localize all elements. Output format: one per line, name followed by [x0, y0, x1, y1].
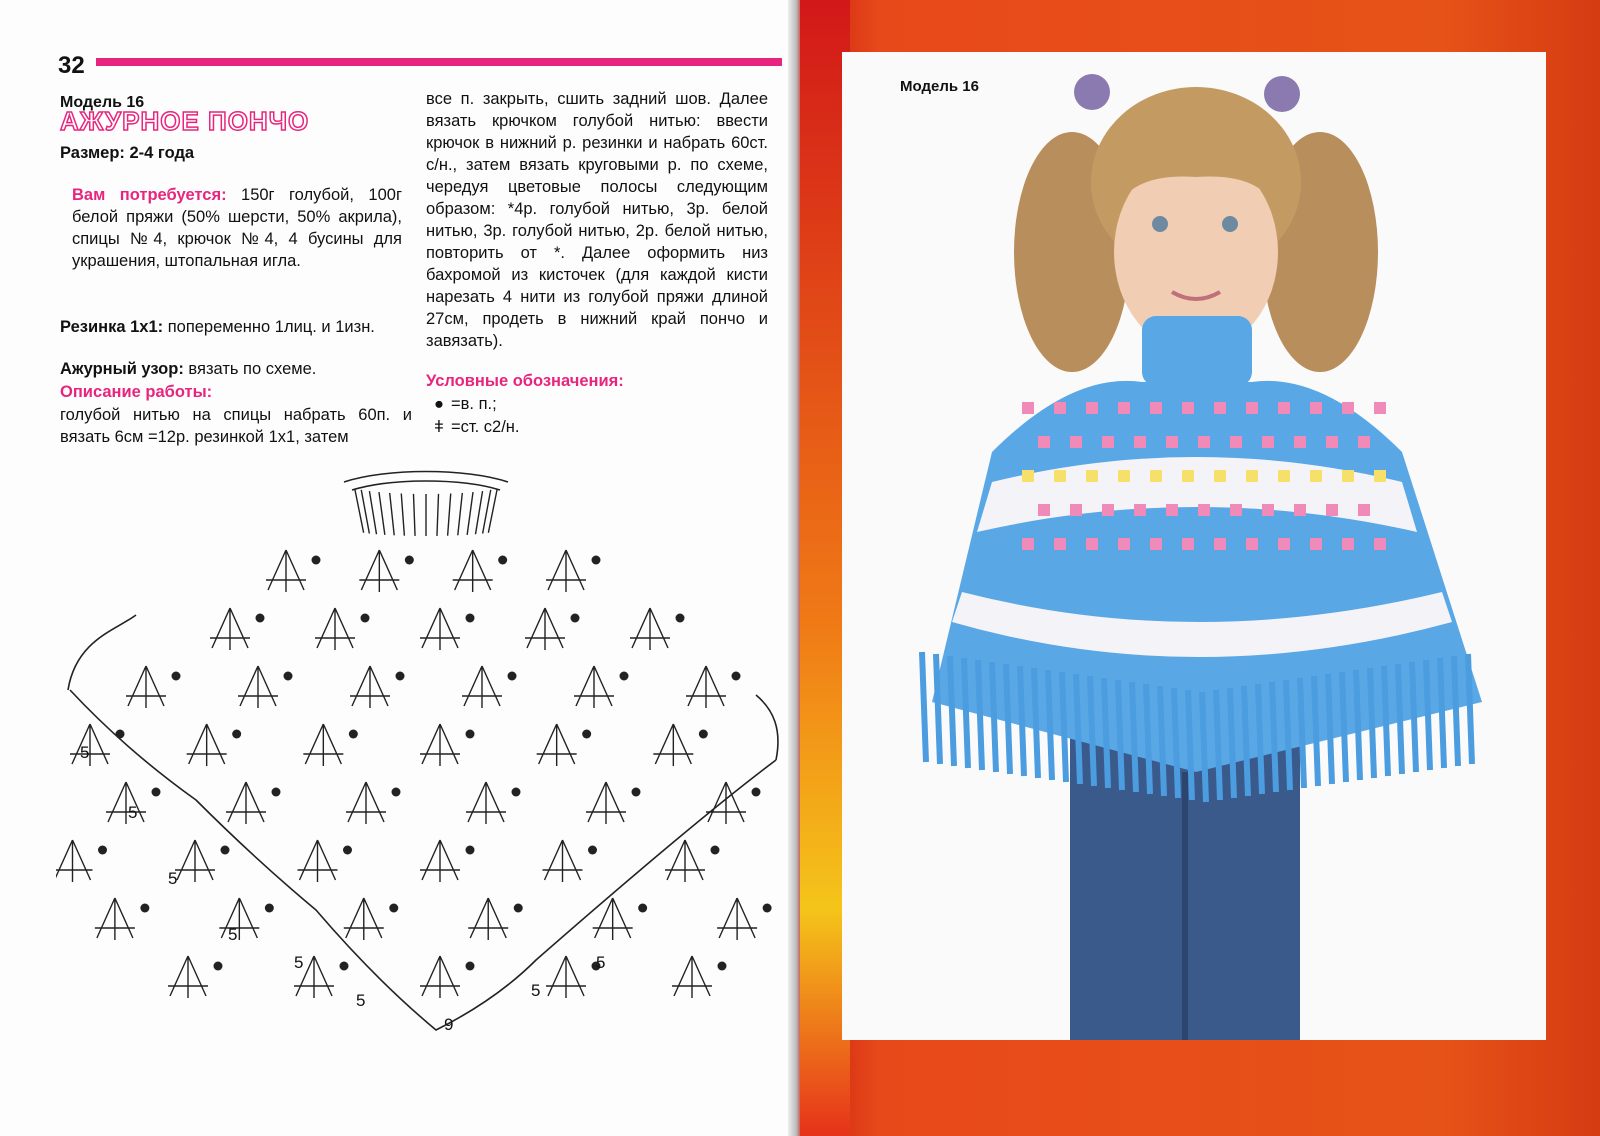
hair-tie-left	[1074, 74, 1110, 110]
lace-heading: Ажурный узор:	[60, 360, 184, 378]
lining-patch	[1086, 470, 1098, 482]
chain-dot-mark	[284, 672, 293, 681]
fan-stitch-mark	[453, 550, 493, 592]
scallop-count-label: 5	[596, 953, 606, 972]
chain-dot-mark	[718, 962, 727, 971]
chain-dot-mark	[221, 846, 230, 855]
fringe-tassel	[1440, 658, 1444, 768]
fan-stitch-mark	[672, 956, 712, 998]
lining-patch	[1262, 504, 1274, 516]
fringe-tassel	[964, 658, 968, 768]
chain-dot-mark	[116, 730, 125, 739]
lining-patch	[1310, 538, 1322, 550]
chain-dot-mark	[676, 614, 685, 623]
fan-stitch-mark	[298, 840, 338, 882]
lining-patch	[1198, 436, 1210, 448]
left-eye	[1152, 216, 1168, 232]
lining-patch	[1294, 504, 1306, 516]
fringe-tassel	[1202, 692, 1206, 802]
fringe-tassel	[1300, 678, 1304, 788]
collar-stitch-mark	[458, 493, 463, 535]
lining-patch	[1070, 504, 1082, 516]
fringe-tassel	[992, 662, 996, 772]
lining-patch	[1134, 504, 1146, 516]
chain-dot-mark	[588, 846, 597, 855]
chain-dot-mark	[405, 556, 414, 565]
right-eye	[1222, 216, 1238, 232]
scallop-count-label: 5	[356, 991, 366, 1010]
chain-dot-mark	[699, 730, 708, 739]
chain-dot-mark	[514, 904, 523, 913]
chain-dot-mark	[140, 904, 149, 913]
fan-stitch-mark	[350, 666, 390, 708]
fringe-tassel	[950, 656, 954, 766]
page-number: 32	[58, 52, 85, 79]
collar-stitch-mark	[475, 491, 482, 534]
fan-stitch-mark	[466, 782, 506, 824]
chain-dot-mark	[152, 788, 161, 797]
lining-patch	[1118, 470, 1130, 482]
scallop-count-label: 5	[128, 803, 138, 822]
fringe-tassel	[1342, 672, 1346, 782]
chain-dot-mark	[571, 614, 580, 623]
lining-patch	[1086, 538, 1098, 550]
fringe-tassel	[978, 660, 982, 770]
chain-dot-mark	[265, 904, 274, 913]
chain-dot-mark	[632, 788, 641, 797]
lace-text: вязать по схеме.	[183, 360, 317, 378]
header-rule	[96, 58, 782, 66]
lining-patch	[1310, 470, 1322, 482]
description-heading: Описание работы:	[60, 383, 213, 401]
lining-patch	[1230, 436, 1242, 448]
diagram-outline	[68, 472, 778, 1031]
lining-patch	[1022, 470, 1034, 482]
lining-patch	[1214, 402, 1226, 414]
chain-dot-mark	[214, 962, 223, 971]
lining-patch	[1262, 436, 1274, 448]
scallop-count-label: 5	[228, 925, 238, 944]
fan-stitch-mark	[546, 956, 586, 998]
fringe-tassel	[1048, 670, 1052, 780]
lining-patch	[1150, 538, 1162, 550]
lining-patch	[1214, 538, 1226, 550]
fringe-tassel	[1146, 684, 1150, 794]
lining-patch	[1166, 504, 1178, 516]
size-line: Размер: 2-4 года	[60, 144, 195, 162]
collar-stitch-mark	[467, 492, 473, 535]
fringe-tassel	[1258, 684, 1262, 794]
chain-dot-mark	[732, 672, 741, 681]
fan-stitch-mark	[56, 840, 93, 882]
lining-patch	[1294, 436, 1306, 448]
fringe-tassel	[1020, 666, 1024, 776]
instructions-column: все п. закрыть, сшить задний шов. Далее вязать крючком голубой нитью: ввести крючок в нижний р. резинки и набрать 60ст. с/н., затем вязать круговыми р. по схеме, чередуя цветовые полосы следующим образом: *4р. голубой нитью, 3р. белой нитью, 3р. голубой нитью, 2р. белой нитью, повторить от *. Далее оформить низ бахромой из кисточек (для каждой кисти нарезать 4 нити из голубой пряжи длиной 27см, продеть в нижний край пончо и завязать).	[426, 90, 768, 350]
fan-stitch-mark	[359, 550, 399, 592]
lining-patch	[1278, 538, 1290, 550]
fringe-tassel	[1188, 690, 1192, 800]
collar-stitch-mark	[413, 494, 415, 536]
crochet-diagram	[56, 440, 796, 1040]
chain-dot-mark	[172, 672, 181, 681]
chain-dot-mark	[763, 904, 772, 913]
lining-patch	[1134, 436, 1146, 448]
lining-patch	[1054, 402, 1066, 414]
fan-stitch-mark	[593, 898, 633, 940]
lining-patch	[1358, 436, 1370, 448]
chain-dot-mark	[466, 614, 475, 623]
chain-stitch-symbol: ●	[434, 395, 444, 413]
chain-dot-mark	[312, 556, 321, 565]
chain-dot-mark	[620, 672, 629, 681]
lace-paragraph	[60, 358, 412, 380]
fringe-tassel	[1314, 676, 1318, 786]
lining-patch	[1326, 504, 1338, 516]
diagram-numbers	[80, 743, 605, 1034]
scallop-count-label: 9	[444, 1015, 454, 1034]
fan-stitch-mark	[420, 724, 460, 766]
fringe-tassel	[1468, 654, 1472, 764]
chain-dot-mark	[512, 788, 521, 797]
fringe-tassel	[1398, 664, 1402, 774]
fan-stitch-mark	[420, 956, 460, 998]
lining-patch	[1054, 470, 1066, 482]
fan-stitch-mark	[543, 840, 583, 882]
rib-heading: Резинка 1х1:	[60, 318, 164, 336]
fringe-tassel	[1160, 686, 1164, 796]
chain-dot-mark	[272, 788, 281, 797]
fan-stitch-mark	[70, 724, 110, 766]
fringe-tassel	[922, 652, 926, 762]
fan-stitch-mark	[468, 898, 508, 940]
lining-patch	[1374, 470, 1386, 482]
fan-stitch-mark	[175, 840, 215, 882]
lining-patch	[1342, 402, 1354, 414]
fan-stitch-mark	[462, 666, 502, 708]
lining-patch	[1150, 402, 1162, 414]
lining-patch	[1022, 538, 1034, 550]
chain-dot-mark	[343, 846, 352, 855]
lining-patch	[1246, 470, 1258, 482]
lining-patch	[1198, 504, 1210, 516]
collar-stitch-mark	[369, 491, 376, 534]
fan-stitch-mark	[537, 724, 577, 766]
diagram-marks	[56, 489, 772, 998]
child-in-poncho-photo	[842, 52, 1546, 1040]
fringe-tassel	[1328, 674, 1332, 784]
lining-patch	[1342, 470, 1354, 482]
chain-dot-mark	[498, 556, 507, 565]
lining-patch	[1246, 402, 1258, 414]
fringe-tassel	[1132, 682, 1136, 792]
fringe-tassel	[1356, 670, 1360, 780]
fan-stitch-mark	[525, 608, 565, 650]
fringe-tassel	[1244, 686, 1248, 796]
fringe-tassel	[1370, 668, 1374, 778]
lining-patch	[1150, 470, 1162, 482]
rib-paragraph	[60, 316, 412, 338]
lining-patch	[1310, 402, 1322, 414]
poncho-collar	[1142, 316, 1252, 386]
fan-stitch-mark	[344, 898, 384, 940]
fringe-tassel	[1216, 690, 1220, 800]
lining-patch	[1166, 436, 1178, 448]
materials-text: 150г голубой, 100г белой пряжи (50% шерсти, 50% акрила), спицы №4, крючок №4, 4 бусины для украшения, штопальная игла.	[72, 186, 402, 270]
lining-patch	[1374, 402, 1386, 414]
chain-dot-mark	[466, 962, 475, 971]
fan-stitch-mark	[126, 666, 166, 708]
chain-dot-mark	[232, 730, 241, 739]
fan-stitch-mark	[574, 666, 614, 708]
fringe-tassel	[1104, 678, 1108, 788]
fan-stitch-mark	[420, 608, 460, 650]
chain-dot-mark	[752, 788, 761, 797]
fringe-tassel	[1076, 674, 1080, 784]
fan-stitch-mark	[95, 898, 135, 940]
chain-dot-mark	[711, 846, 720, 855]
chain-dot-mark	[340, 962, 349, 971]
fringe-tassel	[1230, 688, 1234, 798]
lining-patch	[1054, 538, 1066, 550]
chain-dot-mark	[98, 846, 107, 855]
fan-stitch-mark	[266, 550, 306, 592]
double-crochet-symbol: ǂ	[434, 418, 444, 436]
fringe-tassel	[1426, 660, 1430, 770]
lining-patch	[1214, 470, 1226, 482]
chain-dot-mark	[256, 614, 265, 623]
collar-stitch-mark	[390, 493, 395, 535]
fringe-tassel	[1174, 688, 1178, 798]
fringe-tassel	[1118, 680, 1122, 790]
lining-patch	[1246, 538, 1258, 550]
scallop-count-label: 5	[531, 981, 541, 1000]
fan-stitch-mark	[630, 608, 670, 650]
fringe-tassel	[1384, 666, 1388, 776]
lining-patch	[1086, 402, 1098, 414]
fringe-tassel	[1272, 682, 1276, 792]
lining-patch	[1374, 538, 1386, 550]
collar-stitch-mark	[401, 494, 404, 536]
scallop-count-label: 5	[80, 743, 90, 762]
fan-stitch-mark	[586, 782, 626, 824]
fringe-tassel	[1090, 676, 1094, 786]
lining-patch	[1022, 402, 1034, 414]
fan-stitch-mark	[315, 608, 355, 650]
fan-stitch-mark	[303, 724, 343, 766]
fan-stitch-mark	[653, 724, 693, 766]
lining-patch	[1070, 436, 1082, 448]
chain-dot-mark	[508, 672, 517, 681]
model-label: Модель 16	[60, 94, 145, 111]
collar-stitch-mark	[437, 494, 439, 536]
lining-patch	[1278, 402, 1290, 414]
fan-stitch-mark	[546, 550, 586, 592]
fringe-tassel	[1412, 662, 1416, 772]
fan-stitch-mark	[219, 898, 259, 940]
lining-patch	[1358, 504, 1370, 516]
chain-dot-mark	[349, 730, 358, 739]
scallop-count-label: 5	[294, 953, 304, 972]
lining-patch	[1118, 538, 1130, 550]
pattern-title: АЖУРНОЕ ПОНЧО	[60, 106, 310, 136]
chain-dot-mark	[466, 730, 475, 739]
materials-paragraph	[72, 184, 402, 272]
fringe-tassel	[1062, 672, 1066, 782]
lining-patch	[1182, 402, 1194, 414]
lining-patch	[1182, 538, 1194, 550]
fan-stitch-mark	[106, 782, 146, 824]
materials-heading: Вам потребуется:	[72, 186, 227, 204]
lining-patch	[1326, 436, 1338, 448]
fringe-tassel	[1034, 668, 1038, 778]
lining-patch	[1182, 470, 1194, 482]
fan-stitch-mark	[226, 782, 266, 824]
chain-dot-mark	[389, 904, 398, 913]
photo-caption: Модель 16	[900, 78, 979, 95]
chain-dot-mark	[392, 788, 401, 797]
legend-heading: Условные обозначения:	[426, 372, 624, 390]
chain-dot-mark	[638, 904, 647, 913]
lining-patch	[1230, 504, 1242, 516]
lining-patch	[1102, 436, 1114, 448]
lining-patch	[1342, 538, 1354, 550]
hair-tie-right	[1264, 76, 1300, 112]
collar-stitch-mark	[379, 492, 385, 535]
legend-text: =в. п.;	[451, 395, 497, 413]
chain-dot-mark	[361, 614, 370, 623]
lining-patch	[1038, 436, 1050, 448]
scallop-count-label: 5	[168, 869, 178, 888]
fan-stitch-mark	[210, 608, 250, 650]
chain-dot-mark	[582, 730, 591, 739]
description-text: голубой нитью на спицы набрать 60п. и вязать 6см =12р. резинкой 1х1, затем	[60, 406, 412, 446]
fan-stitch-mark	[420, 840, 460, 882]
fringe-tassel	[1006, 664, 1010, 774]
chain-dot-mark	[466, 846, 475, 855]
lining-patch	[1038, 504, 1050, 516]
legend-item-double-crochet	[430, 416, 520, 438]
rib-text: попеременно 1лиц. и 1изн.	[163, 318, 375, 336]
fan-stitch-mark	[346, 782, 386, 824]
chain-dot-mark	[592, 556, 601, 565]
fan-stitch-mark	[665, 840, 705, 882]
lining-patch	[1102, 504, 1114, 516]
fan-stitch-mark	[686, 666, 726, 708]
chain-dot-mark	[396, 672, 405, 681]
legend-text: =ст. с2/н.	[451, 418, 520, 436]
fringe-tassel	[1286, 680, 1290, 790]
lining-patch	[1278, 470, 1290, 482]
fan-stitch-mark	[187, 724, 227, 766]
collar-stitch-mark	[448, 494, 451, 536]
fringe-tassel	[936, 654, 940, 764]
lining-patch	[1118, 402, 1130, 414]
fan-stitch-mark	[168, 956, 208, 998]
legend-item-chain	[430, 393, 497, 415]
fringe-tassel	[1454, 656, 1458, 766]
fan-stitch-mark	[717, 898, 757, 940]
fan-stitch-mark	[238, 666, 278, 708]
